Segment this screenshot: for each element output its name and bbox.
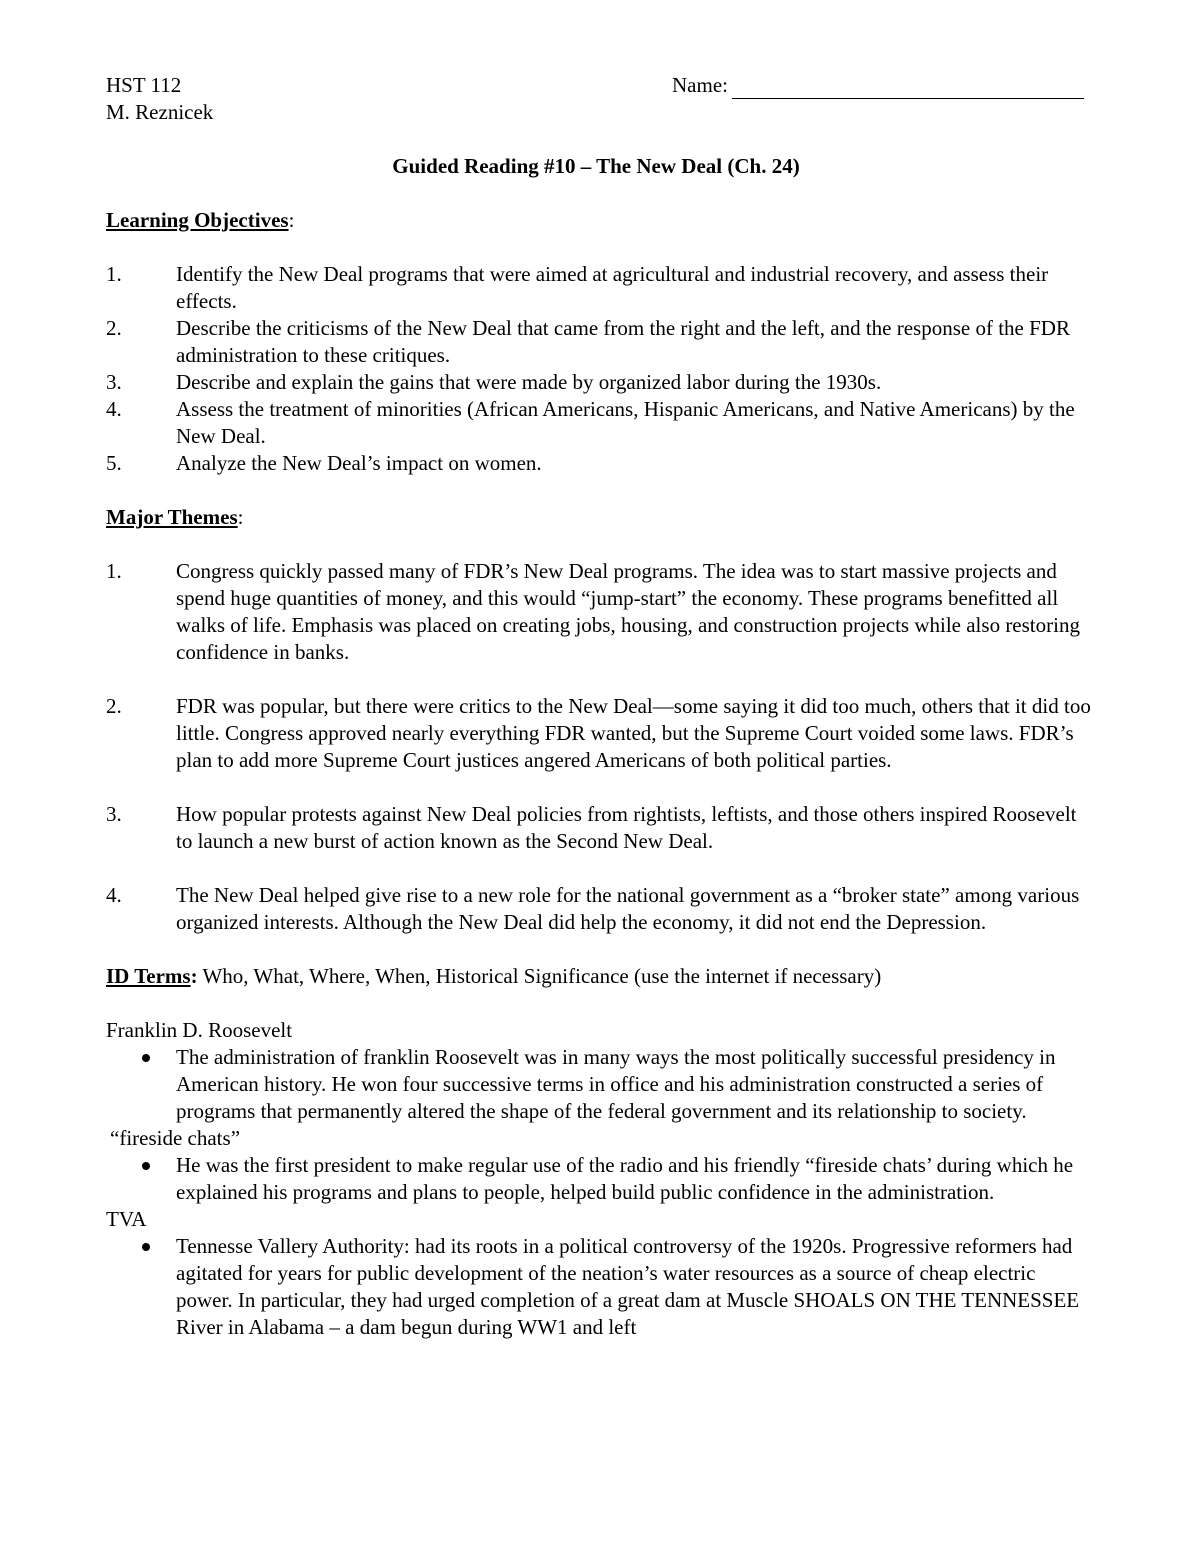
item-number: 4. <box>106 883 122 907</box>
item-text: Assess the treatment of minorities (African Americans, Hispanic Americans, and Native Americans) by the New Deal. <box>176 397 1075 448</box>
bullet-icon <box>142 1243 150 1251</box>
item-number: 3. <box>106 370 122 394</box>
item-text: Describe and explain the gains that were made by organized labor during the 1930s. <box>176 370 882 394</box>
definition-text: He was the first president to make regular use of the radio and his friendly “fireside chats’ during which he explained his programs and plans to people, helped build public confidence in the administration. <box>176 1153 1074 1204</box>
list-item <box>106 801 1094 855</box>
term-label: “fireside chats” <box>110 1126 241 1150</box>
item-number: 2. <box>106 694 122 718</box>
item-text: The New Deal helped give rise to a new role for the national government as a “broker state” among various organized interests. Although the New Deal did help the economy, it did not end the Depression. <box>176 883 1080 934</box>
definition-text: The administration of franklin Roosevelt was in many ways the most politically successful presidency in American history. He won four successive terms in office and his administration constructed a series of programs that permanently altered the shape of the federal government and its relationship to society. <box>176 1045 1056 1123</box>
list-item <box>106 261 1094 315</box>
list-item <box>106 369 1094 396</box>
item-text: FDR was popular, but there were critics to the New Deal—some saying it did too much, others that it did too little. Congress approved nearly everything FDR wanted, but the Supreme Court voided some laws. FDR’s plan to add more Supreme Court justices angered Americans of both political parties. <box>176 694 1091 772</box>
item-number: 5. <box>106 451 122 475</box>
term-label: Franklin D. Roosevelt <box>106 1018 293 1042</box>
instructor-name: M. Reznicek <box>106 100 214 124</box>
name-blank-line <box>732 74 1084 99</box>
item-number: 3. <box>106 802 122 826</box>
term-definition <box>106 1233 1094 1341</box>
document-page <box>106 72 1094 1341</box>
bullet-icon <box>142 1054 150 1062</box>
header-left <box>106 72 213 126</box>
item-text: Congress quickly passed many of FDR’s New Deal programs. The idea was to start massive projects and spend huge quantities of money, and this would “jump-start” the economy. These programs benefitted all walks of life. Emphasis was placed on creating jobs, housing, and construction projects while also restoring confidence in banks. <box>176 559 1080 664</box>
item-text: Analyze the New Deal’s impact on women. <box>176 451 542 475</box>
page-title: Guided Reading #10 – The New Deal (Ch. 24) <box>392 154 800 178</box>
id-terms-heading: ID Terms: Who, What, Where, When, Historical Significance (use the internet if necessary) <box>106 964 882 988</box>
item-number: 2. <box>106 316 122 340</box>
id-terms-instructions: Who, What, Where, When, Historical Significance (use the internet if necessary) <box>197 964 882 988</box>
name-label: Name: <box>672 73 728 97</box>
definition-text: Tennesse Vallery Authority: had its roots in a political controversy of the 1920s. Progressive reformers had agitated for years for public development of the neation’s water resources as a source of cheap electric power. In particular, they had urged completion of a great dam at Muscle SHOALS ON THE TENNESSEE River in Alabama – a dam begun during WW1 and left <box>176 1234 1080 1339</box>
term-definition <box>106 1044 1094 1125</box>
item-number: 1. <box>106 262 122 286</box>
item-text: How popular protests against New Deal policies from rightists, leftists, and those others inspired Roosevelt to launch a new burst of action known as the Second New Deal. <box>176 802 1077 853</box>
course-code: HST 112 <box>106 73 182 97</box>
list-item <box>106 693 1094 774</box>
document-header <box>106 72 1094 126</box>
item-text: Identify the New Deal programs that were aimed at agricultural and industrial recovery, and assess their effects. <box>176 262 1049 313</box>
list-item <box>106 882 1094 936</box>
learning-objectives-list <box>106 261 1094 477</box>
major-themes-heading: Major Themes: <box>106 505 244 529</box>
item-number: 4. <box>106 397 122 421</box>
learning-objectives-heading: Learning Objectives: <box>106 208 295 232</box>
list-item <box>106 558 1094 666</box>
term-definition <box>106 1152 1094 1206</box>
bullet-icon <box>142 1162 150 1170</box>
major-themes-list <box>106 558 1094 936</box>
list-item <box>106 450 1094 477</box>
item-number: 1. <box>106 559 122 583</box>
name-field <box>672 72 1094 99</box>
item-text: Describe the criticisms of the New Deal that came from the right and the left, and the response of the FDR administration to these critiques. <box>176 316 1070 367</box>
term-label: TVA <box>106 1207 147 1231</box>
list-item <box>106 315 1094 369</box>
list-item <box>106 396 1094 450</box>
